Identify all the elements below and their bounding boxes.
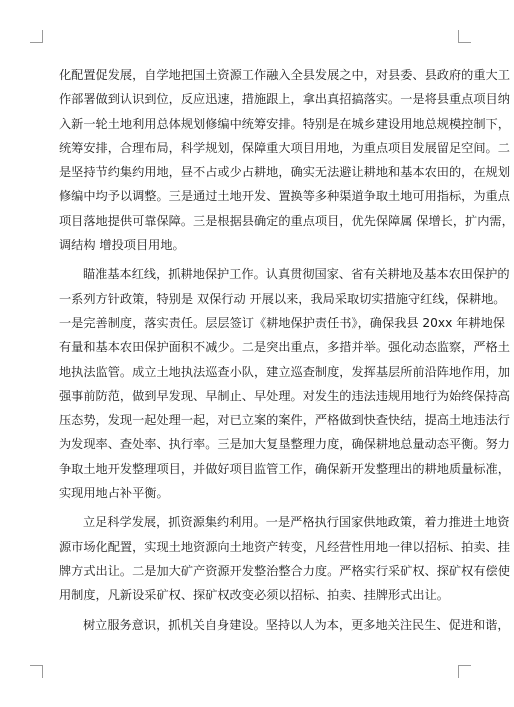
text-line: 作部署做到认识到位，反应迅速，措施跟上，拿出真招搞落实。一是将县重点项目纳 xyxy=(59,92,510,107)
text-line: 地执法监管。成立土地执法巡查小队，建立巡查制度，发挥基层所前沿阵地作用，加 xyxy=(59,364,510,379)
text-line: 修编中均予以调整。三是通过土地开发、置换等多种渠道争取土地可用指标，为重点 xyxy=(59,189,510,204)
text-line: 化配置促发展，自学地把国土资源工作融入全县发展之中，对县委、县政府的重大工 xyxy=(59,68,510,82)
text-line: 统筹安排，合理布局，科学规划，保障重大项目用地，为重点项目发展留足空间。二 xyxy=(59,140,510,155)
document-body xyxy=(59,63,514,637)
text-line: 牌方式出让。二是加大矿产资源开发整治整合力度。严格实行采矿权、探矿权有偿使 xyxy=(59,563,510,578)
text-line: 强事前防范，做到早发现、早制止、早处理。对发生的违法违规用地行为始终保持高 xyxy=(59,388,510,403)
text-line: 瞄准基本红线，抓耕地保护工作。认真贯彻国家、省有关耕地及基本农田保护的 xyxy=(83,267,510,282)
text-line: 一是完善制度，落实责任。层层签订《耕地保护责任书》，确保我县 20xx 年耕地保 xyxy=(59,315,505,330)
text-line: 入新一轮土地利用总体规划修编中统筹安排。特别是在城乡建设用地总规模控制下， xyxy=(59,116,510,131)
text-line: 用制度，凡新设采矿权、探矿权改变必须以招标、拍卖、挂牌形式出让。 xyxy=(59,588,449,603)
text-line: 调结构 增投项目用地。 xyxy=(59,238,185,253)
paragraph-4 xyxy=(59,613,510,637)
paragraph-1 xyxy=(59,63,514,257)
crop-mark-top-left xyxy=(30,30,43,43)
text-line: 一系列方针政策，特别是 双保行动 开展以来，我局采取切实措施守红线，保耕地。 xyxy=(59,291,506,306)
crop-mark-bottom-right xyxy=(458,665,471,678)
paragraph-3 xyxy=(59,510,510,607)
crop-mark-bottom-left xyxy=(30,665,43,678)
text-line: 源市场化配置，实现土地资源向土地资产转变，凡经营性用地一律以招标、拍卖、挂 xyxy=(59,539,510,554)
text-line: 是坚持节约集约用地，昼不占或少占耕地，确实无法避让耕地和基本农田的，在规划 xyxy=(59,165,510,180)
text-line: 项目落地提供可靠保障。三是根据县确定的重点项目，优先保障属 保增长，扩内需， xyxy=(59,213,514,228)
text-line: 有量和基本农田保护面积不减少。二是突出重点，多措并举。强化动态监察，严格土 xyxy=(59,340,510,355)
text-line: 争取土地开发整理项目，并做好项目监管工作，确保新开发整理出的耕地质量标准， xyxy=(59,461,510,476)
text-line: 压态势，发现一起处理一起，对已立案的案件，严格做到快查快结，提高土地违法行 xyxy=(59,413,510,428)
text-line: 立足科学发展，抓资源集约利用。一是严格执行国家供地政策，着力推进土地资 xyxy=(83,515,510,530)
crop-mark-top-right xyxy=(458,30,471,43)
text-line: 树立服务意识，抓机关自身建设。坚持以人为本，更多地关注民生、促进和谐， xyxy=(83,617,510,632)
text-line: 为发现率、查处率、执行率。三是加大复垦整理力度，确保耕地总量动态平衡。努力 xyxy=(59,437,510,452)
text-line: 实现用地占补平衡。 xyxy=(59,486,169,501)
paragraph-2 xyxy=(59,262,510,505)
